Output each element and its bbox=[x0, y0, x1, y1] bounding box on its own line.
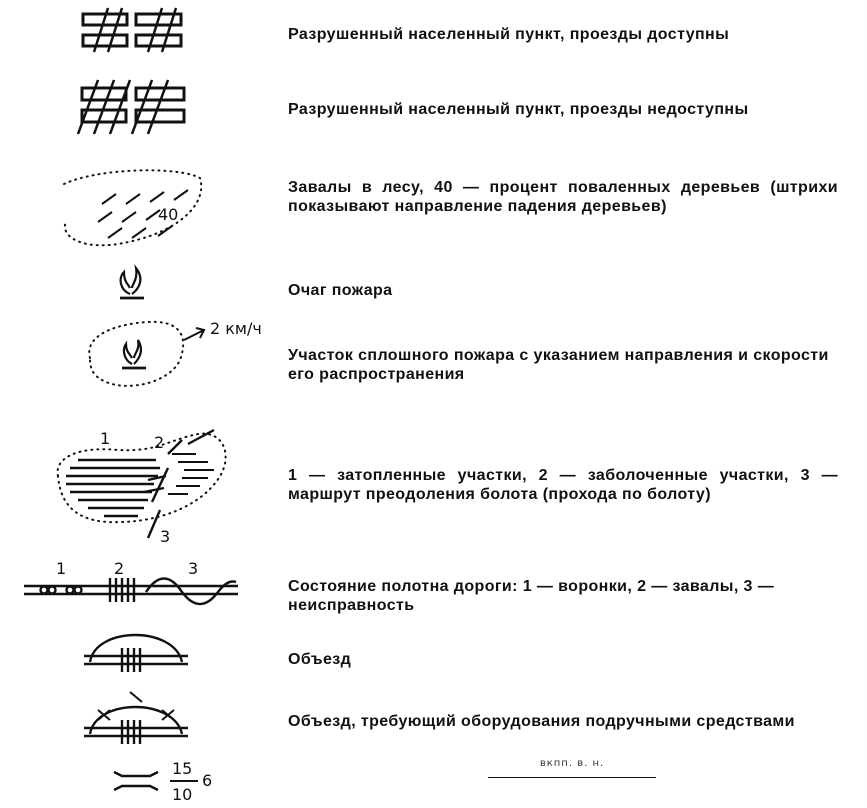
bridge-icon bbox=[110, 756, 230, 808]
footer-divider bbox=[488, 777, 656, 778]
flooded-swamp-icon bbox=[48, 420, 238, 545]
legend-text-fire-area: Участок сплошного пожара с указанием направления и скорости его распространения bbox=[288, 347, 829, 383]
legend-text-detour-equipment: Объезд, требующий оборудования подручными средствами bbox=[288, 713, 795, 730]
footer-caption: вкпп. в. н. bbox=[539, 758, 605, 769]
fire-source-icon bbox=[116, 266, 148, 302]
forest-blockage-percent: 40 bbox=[158, 205, 179, 224]
legend-text-fire-source: Очаг пожара bbox=[288, 282, 393, 299]
road-label-3: 3 bbox=[188, 559, 199, 578]
legend-text-forest-blockage: Завалы в лесу, 40 — процент поваленных деревьев (штрихи показывают направление падения деревьев) bbox=[288, 179, 838, 215]
legend-text-destroyed-passable: Разрушенный населенный пункт, проезды доступны bbox=[288, 26, 730, 43]
fire-area-icon bbox=[80, 310, 280, 400]
swamp-label-2: 2 bbox=[154, 433, 165, 452]
legend-text-destroyed-impassable: Разрушенный населенный пункт, проезды недоступны bbox=[288, 101, 749, 118]
fire-speed-label: 2 км/ч bbox=[210, 319, 262, 338]
bridge-denominator: 10 bbox=[172, 785, 193, 804]
bridge-numerator: 15 bbox=[172, 759, 193, 778]
swamp-label-3: 3 bbox=[160, 527, 171, 546]
destroyed-settlement-passable-icon bbox=[80, 4, 190, 56]
forest-blockage-icon bbox=[58, 164, 208, 254]
detour-equipment-icon bbox=[82, 690, 192, 746]
legend-text-flooded-swamp: 1 — затопленные участки, 2 — заболоченные участки, 3 — маршрут преодоления болота (прохода по болоту) bbox=[288, 467, 838, 503]
road-label-2: 2 bbox=[114, 559, 125, 578]
bridge-suffix: 6 bbox=[202, 771, 213, 790]
road-label-1: 1 bbox=[56, 559, 67, 578]
legend-text-detour: Объезд bbox=[288, 651, 352, 668]
legend-text-road-condition: Состояние полотна дороги: 1 — воронки, 2 — завалы, 3 — неисправность bbox=[288, 578, 775, 614]
road-condition-icon bbox=[22, 558, 242, 608]
swamp-label-1: 1 bbox=[100, 429, 111, 448]
destroyed-settlement-impassable-icon bbox=[76, 76, 196, 138]
detour-icon bbox=[82, 622, 192, 672]
